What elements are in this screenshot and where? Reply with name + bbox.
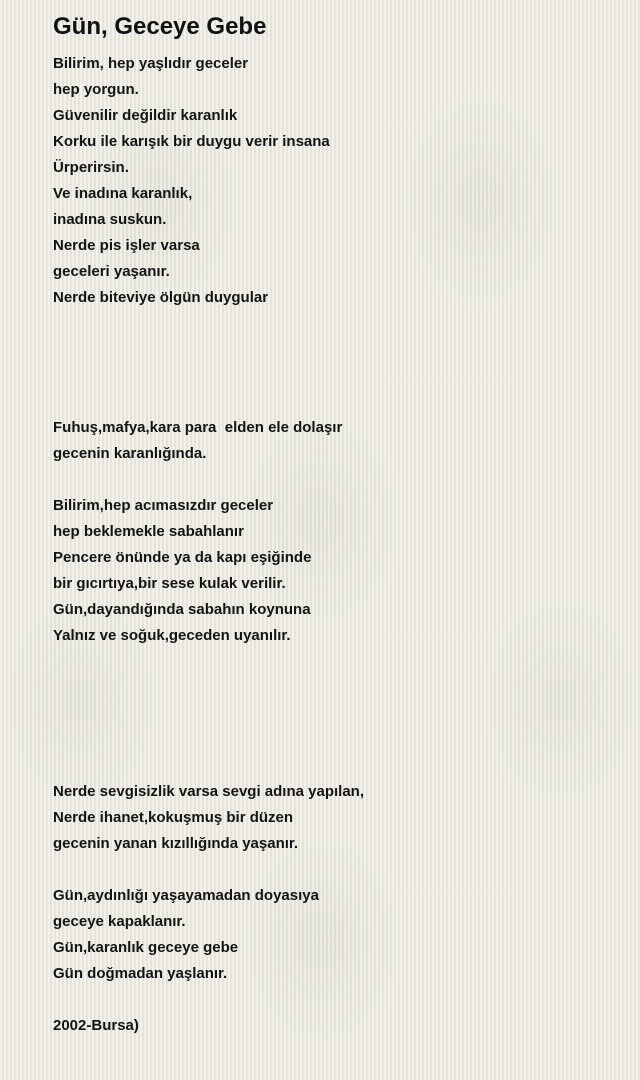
poem-line: bir gıcırtıya,bir sese kulak verilir. [53,575,286,592]
poem-blank-line [53,337,613,363]
poem-blank-line [53,857,613,883]
poem-blank-line [53,363,613,389]
poem-line: Gün,karanlık geceye gebe [53,939,239,956]
poem-line: 2002-Bursa) [53,1017,139,1034]
poem-line: Korku ile karışık bir duygu verir insana [53,133,330,150]
poem-line: Güvenilir değildir karanlık [53,107,238,124]
poem-blank-line [53,311,613,337]
poem-body [53,51,613,1039]
poem-line: gecenin yanan kızıllığında yaşanır. [53,835,299,852]
poem-line: Nerde ihanet,kokuşmuş bir düzen [53,809,294,826]
poem-line: Gün,dayandığında sabahın koynuna [53,601,311,618]
poem-line: Fuhuş,mafya,kara para elden ele dolaşır [53,419,343,436]
poem-line: Ve inadına karanlık, [53,185,193,202]
poem-blank-line [53,649,613,675]
poem-line: Bilirim, hep yaşlıdır geceler [53,55,249,72]
poem-blank-line [53,727,613,753]
poem-line: Nerde pis işler varsa [53,237,200,254]
poem-blank-line [53,675,613,701]
poem-line: Gün doğmadan yaşlanır. [53,965,228,982]
poem-line: Nerde biteviye ölgün duygular [53,289,269,306]
poem-line: geceye kapaklanır. [53,913,186,930]
poem-line: Gün,aydınlığı yaşayamadan doyasıya [53,887,319,904]
poem-blank-line [53,467,613,493]
poem-line: hep yorgun. [53,81,139,98]
poem-line: Ürperirsin. [53,159,129,176]
poem-line: Nerde sevgisizlik varsa sevgi adına yapılan, [53,783,364,800]
poem-line: geceleri yaşanır. [53,263,170,280]
poem-line: Yalnız ve soğuk,geceden uyanılır. [53,627,291,644]
poem-line: inadına suskun. [53,211,167,228]
poem-blank-line [53,701,613,727]
poem-line: gecenin karanlığında. [53,445,207,462]
poem-line: hep beklemekle sabahlanır [53,523,244,540]
poem-title: Gün, Geceye Gebe [53,13,267,40]
poem-blank-line [53,753,613,779]
poem-blank-line [53,987,613,1013]
poem-line: Pencere önünde ya da kapı eşiğinde [53,549,312,566]
poem-line: Bilirim,hep acımasızdır geceler [53,497,274,514]
poem-blank-line [53,389,613,415]
